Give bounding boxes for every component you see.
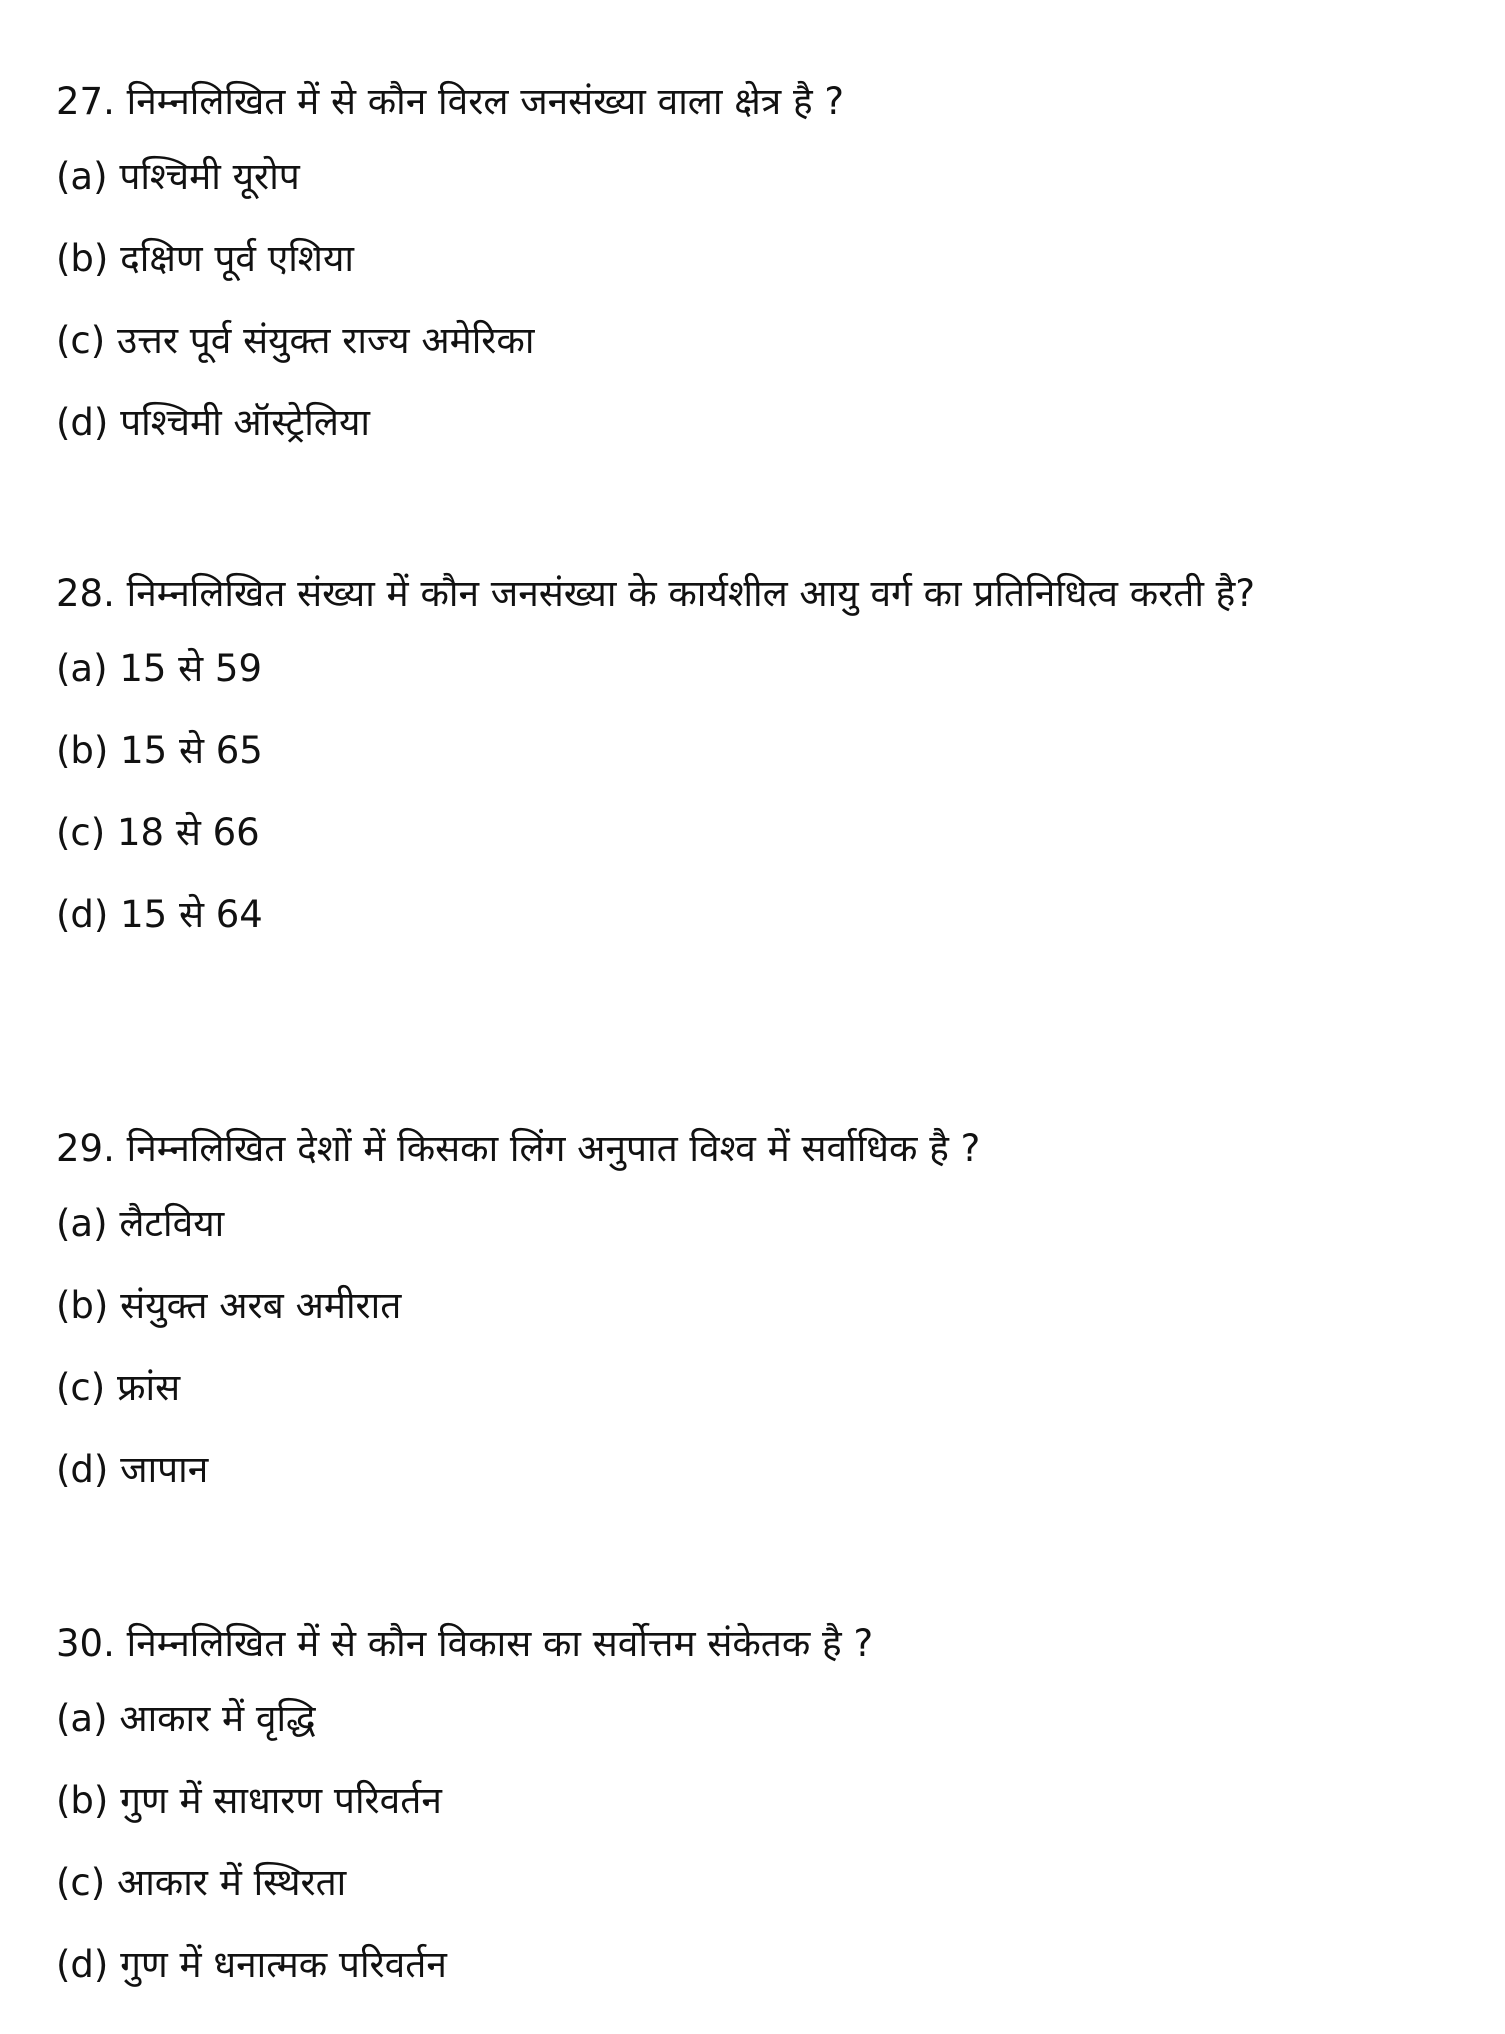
question-text: निम्नलिखित संख्या में कौन जनसंख्या के कार्यशील आयु वर्ग का प्रतिनिधित्व करती है? [126,572,1255,615]
option-text: पश्चिमी ऑस्ट्रेलिया [120,401,371,444]
option-c[interactable] [56,1347,1396,1429]
option-text: 15 से 64 [120,893,263,936]
question-number: 27. [56,80,115,123]
question-text: निम्नलिखित में से कौन विरल जनसंख्या वाला क्षेत्र है ? [126,80,844,123]
question-stem [56,1610,1396,1678]
option-label: (d) [56,1943,109,1986]
option-text: उत्तर पूर्व संयुक्त राज्य अमेरिका [116,319,535,362]
question-stem [56,68,1396,136]
option-label: (c) [56,1861,106,1904]
option-text: पश्चिमी यूरोप [119,155,300,198]
option-label: (b) [56,1779,109,1822]
question-text: निम्नलिखित में से कौन विकास का सर्वोत्तम संकेतक है ? [126,1622,874,1665]
option-c[interactable] [56,300,1396,382]
option-d[interactable] [56,874,1396,956]
option-text: गुण में धनात्मक परिवर्तन [120,1943,447,1986]
option-b[interactable] [56,1265,1396,1347]
question-stem [56,1115,1396,1183]
option-d[interactable] [56,1924,1396,2006]
option-text: फ्रांस [116,1366,181,1409]
option-text: जापान [120,1448,209,1491]
option-label: (a) [56,155,108,198]
option-label: (b) [56,729,109,772]
question-27 [56,68,1396,464]
option-a[interactable] [56,1183,1396,1265]
question-28 [56,560,1396,956]
option-text: संयुक्त अरब अमीरात [120,1284,402,1327]
option-label: (d) [56,893,109,936]
option-label: (a) [56,1697,108,1740]
option-text: लैटविया [119,1202,225,1245]
option-c[interactable] [56,1842,1396,1924]
option-text: आकार में स्थिरता [116,1861,347,1904]
option-a[interactable] [56,1678,1396,1760]
option-label: (d) [56,401,109,444]
option-b[interactable] [56,218,1396,300]
option-label: (d) [56,1448,109,1491]
question-number: 30. [56,1622,115,1665]
question-stem [56,560,1386,628]
option-label: (b) [56,1284,109,1327]
option-text: 15 से 59 [119,647,263,690]
question-number: 28. [56,572,115,615]
option-a[interactable] [56,628,1396,710]
question-number: 29. [56,1127,115,1170]
option-d[interactable] [56,382,1396,464]
option-label: (a) [56,1202,108,1245]
option-text: आकार में वृद्धि [119,1697,316,1740]
option-b[interactable] [56,1760,1396,1842]
question-30 [56,1610,1396,2006]
option-text: 15 से 65 [120,729,263,772]
option-label: (a) [56,647,108,690]
option-text: गुण में साधारण परिवर्तन [120,1779,442,1822]
option-text: 18 से 66 [116,811,260,854]
option-c[interactable] [56,792,1396,874]
option-a[interactable] [56,136,1396,218]
question-29 [56,1115,1396,1511]
option-label: (c) [56,319,106,362]
option-text: दक्षिण पूर्व एशिया [120,237,354,280]
option-label: (b) [56,237,109,280]
question-text: निम्नलिखित देशों में किसका लिंग अनुपात विश्व में सर्वाधिक है ? [126,1127,981,1170]
option-b[interactable] [56,710,1396,792]
option-d[interactable] [56,1429,1396,1511]
option-label: (c) [56,1366,106,1409]
option-label: (c) [56,811,106,854]
